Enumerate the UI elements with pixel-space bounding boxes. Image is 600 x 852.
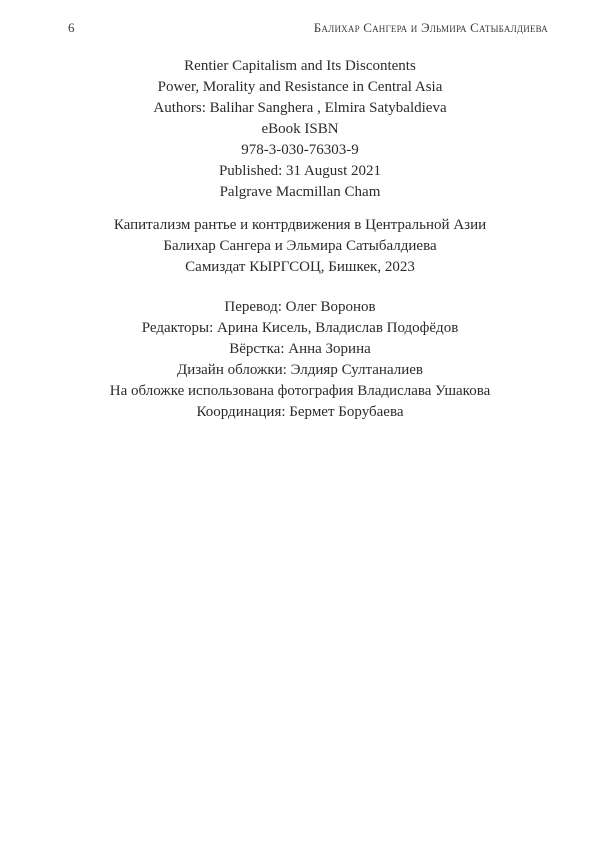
russian-authors: Балихар Сангера и Эльмира Сатыбалдиева xyxy=(163,238,437,254)
credits xyxy=(0,297,600,423)
credit-editors: Редакторы: Арина Кисель, Владислав Подофёдов xyxy=(141,320,459,336)
credit-coordination: Координация: Бермет Борубаева xyxy=(196,404,404,420)
page-number: 6 xyxy=(68,20,75,35)
publication-date: Published: 31 August 2021 xyxy=(218,163,382,179)
original-authors: Authors: Balihar Sanghera , Elmira Satybaldieva xyxy=(153,100,447,116)
russian-edition-info xyxy=(0,215,600,278)
credit-cover-photo: На обложке использована фотография Владислава Ушакова xyxy=(109,383,491,399)
isbn-label: eBook ISBN xyxy=(261,121,339,137)
original-title: Rentier Capitalism and Its Discontents xyxy=(184,58,416,74)
russian-publisher: Самиздат КЫРГСОЦ, Бишкек, 2023 xyxy=(185,259,415,275)
running-title: Балихар Сангера и Эльмира Сатыбалдиева xyxy=(313,20,548,35)
credit-layout: Вёрстка: Анна Зорина xyxy=(229,341,371,357)
credit-cover-design: Дизайн обложки: Элдияр Султаналиев xyxy=(176,362,424,378)
russian-title: Капитализм рантье и контрдвижения в Центральной Азии xyxy=(113,217,487,233)
isbn-number: 978-3-030-76303-9 xyxy=(241,142,359,158)
original-edition-info xyxy=(0,56,600,203)
credit-translator: Перевод: Олег Воронов xyxy=(224,299,376,315)
running-header xyxy=(68,20,548,40)
publisher: Palgrave Macmillan Cham xyxy=(219,184,381,200)
original-subtitle: Power, Morality and Resistance in Central Asia xyxy=(157,79,443,95)
